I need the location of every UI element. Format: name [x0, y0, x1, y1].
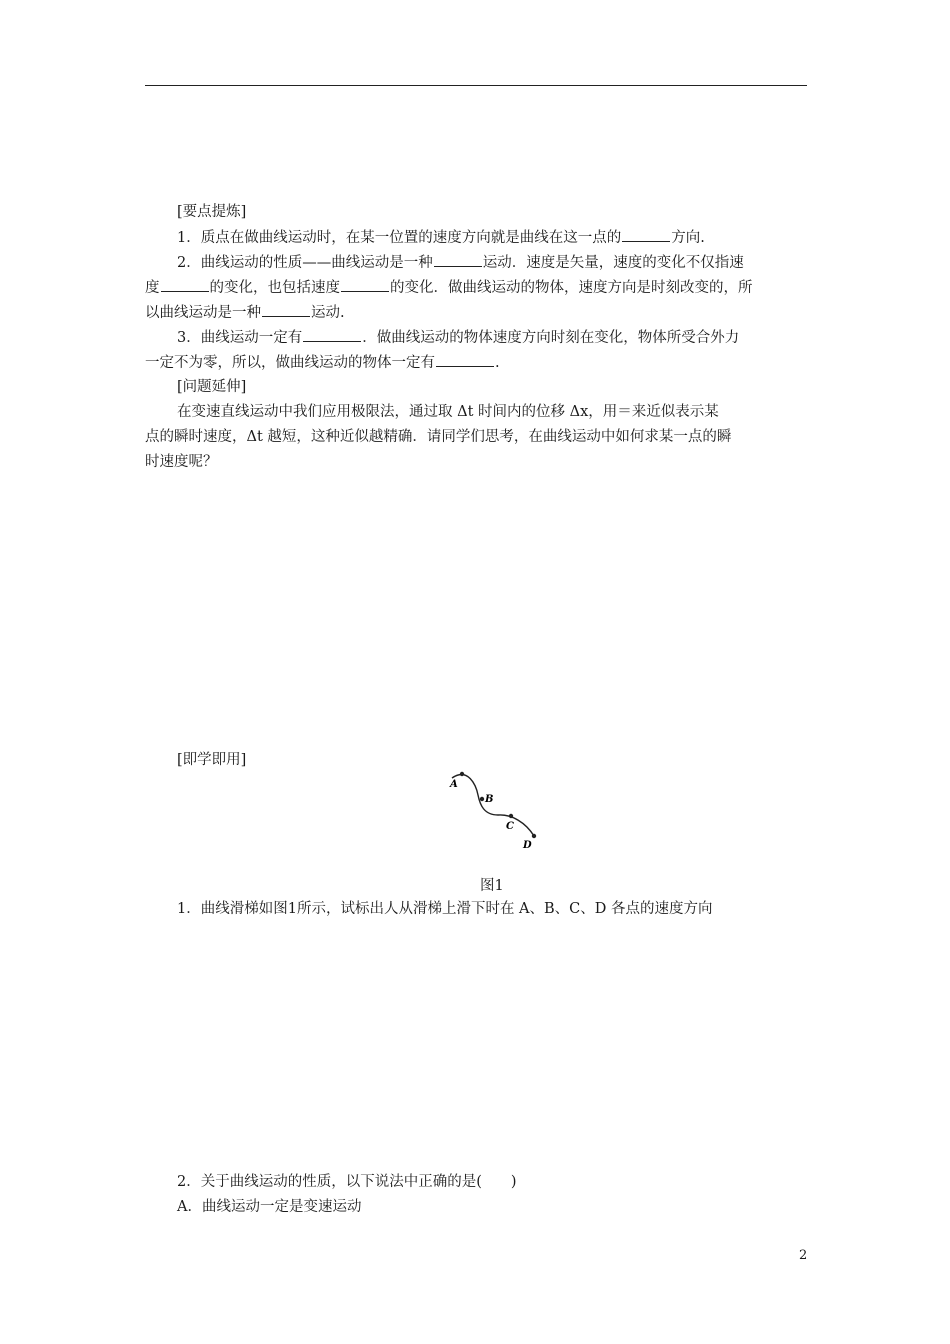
label-d: D: [523, 840, 532, 851]
extension-paragraph-line-3: 时速度呢？: [145, 454, 218, 470]
text: 一定不为零，所以，做曲线运动的物体一定有: [145, 355, 435, 371]
text: .: [495, 355, 500, 371]
extension-paragraph-line-2: 点的瞬时速度，Δt 越短，这种近似越精确．请同学们思考，在曲线运动中如何求某一点的瞬: [145, 429, 732, 445]
label-a: A: [450, 779, 458, 790]
answer-blank: [434, 252, 482, 267]
text: 的变化．做曲线运动的物体，速度方向是时刻改变的，所: [390, 280, 753, 296]
question-2-option-a: A．曲线运动一定是变速运动: [177, 1199, 362, 1215]
header-rule: [145, 85, 807, 86]
practice-heading: [即学即用]: [177, 752, 247, 768]
text: 运动．速度是矢量，速度的变化不仅指速: [482, 255, 744, 271]
point-b-dot: [480, 797, 484, 801]
answer-blank: [622, 227, 670, 242]
text: 2．曲线运动的性质——曲线运动是一种: [177, 255, 433, 271]
key-point-1-text: 1．质点在做曲线运动时，在某一位置的速度方向就是曲线在这一点的: [177, 230, 622, 246]
figure-caption: 图1: [480, 878, 504, 894]
key-points-heading: [要点提炼]: [177, 204, 247, 220]
key-point-2-line-1: [177, 252, 744, 273]
answer-blank: [436, 352, 494, 367]
label-c: C: [506, 821, 514, 832]
key-point-2-line-2: [145, 277, 753, 298]
key-point-3-line-1: [177, 327, 739, 348]
extension-heading: [问题延伸]: [177, 379, 247, 395]
page-number: 2: [799, 1248, 808, 1263]
answer-blank: [161, 277, 209, 292]
text: ．做曲线运动的物体速度方向时刻在变化，物体所受合外力: [362, 330, 740, 346]
point-d-dot: [532, 834, 536, 838]
question-2: 2．关于曲线运动的性质，以下说法中正确的是( ): [177, 1174, 517, 1190]
text: 以曲线运动是一种: [145, 305, 261, 321]
label-b: B: [485, 794, 494, 805]
question-1: 1．曲线滑梯如图1所示，试标出人从滑梯上滑下时在 A、B、C、D 各点的速度方向: [177, 901, 713, 917]
key-point-1: [177, 227, 705, 248]
text: 度: [145, 280, 160, 296]
key-point-1-text-end: 方向.: [671, 230, 705, 246]
text: 3．曲线运动一定有: [177, 330, 303, 346]
slide-curve: [452, 775, 534, 836]
text: 运动.: [311, 305, 345, 321]
extension-paragraph-line-1: 在变速直线运动中我们应用极限法，通过取 Δt 时间内的位移 Δx，用＝来近似表示某: [177, 404, 719, 420]
answer-blank: [303, 327, 361, 342]
point-a-dot: [460, 772, 464, 776]
key-point-2-line-3: [145, 302, 345, 323]
key-point-3-line-2: [145, 352, 500, 373]
answer-blank: [341, 277, 389, 292]
answer-blank: [262, 302, 310, 317]
point-c-dot: [509, 814, 513, 818]
text: 的变化，也包括速度: [209, 280, 340, 296]
slide-curve-figure: [440, 765, 550, 860]
